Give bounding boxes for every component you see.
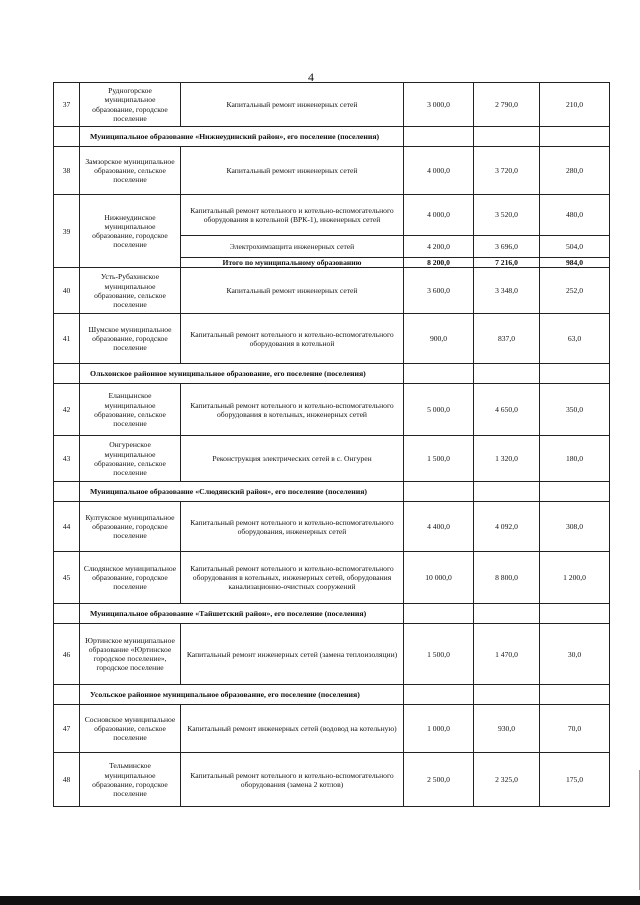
- section-empty-cell: [540, 482, 610, 502]
- municipality-name: Онгуренское муниципальное образование, сельское поселение: [80, 436, 181, 482]
- regional-amount: 4 092,0: [474, 502, 540, 552]
- regional-amount: 837,0: [474, 314, 540, 364]
- row-number: 45: [54, 552, 80, 604]
- regional-amount: 3 696,0: [474, 236, 540, 258]
- table-row: [54, 624, 610, 685]
- section-num-cell: [54, 685, 80, 705]
- table-row: [54, 268, 610, 314]
- total-amount: 3 600,0: [404, 268, 474, 314]
- local-amount: 280,0: [540, 147, 610, 195]
- row-number: 48: [54, 753, 80, 807]
- total-amount: 1 000,0: [404, 705, 474, 753]
- work-description: Электрохимзащита инженерных сетей: [181, 236, 404, 258]
- section-row: [54, 482, 610, 502]
- row-number: 39: [54, 195, 80, 268]
- section-row: [54, 364, 610, 384]
- municipality-name: Шумское муниципальное образование, городское поселение: [80, 314, 181, 364]
- municipality-name: Слюдянское муниципальное образование, городское поселение: [80, 552, 181, 604]
- section-row: [54, 685, 610, 705]
- local-amount: 252,0: [540, 268, 610, 314]
- row-number: 46: [54, 624, 80, 685]
- total-amount: 2 500,0: [404, 753, 474, 807]
- table-row: [54, 147, 610, 195]
- municipality-name: Сосновское муниципальное образование, сельское поселение: [80, 705, 181, 753]
- local-amount: 63,0: [540, 314, 610, 364]
- total-amount: 4 000,0: [404, 195, 474, 236]
- regional-amount: 4 650,0: [474, 384, 540, 436]
- regional-amount: 930,0: [474, 705, 540, 753]
- total-amount: 4 200,0: [404, 236, 474, 258]
- section-num-cell: [54, 127, 80, 147]
- municipality-name: Тельминское муниципальное образование, городское поселение: [80, 753, 181, 807]
- municipality-name: Усть-Рубахинское муниципальное образование, сельское поселение: [80, 268, 181, 314]
- section-empty-cell: [474, 482, 540, 502]
- local-amount: 30,0: [540, 624, 610, 685]
- section-row: [54, 604, 610, 624]
- regional-amount: 3 720,0: [474, 147, 540, 195]
- section-title: Ольхонское районное муниципальное образование, его поселение (поселения): [80, 364, 404, 384]
- table-row: [54, 384, 610, 436]
- section-title: Муниципальное образование «Тайшетский район», его поселение (поселения): [80, 604, 404, 624]
- table-row: [54, 552, 610, 604]
- section-empty-cell: [404, 685, 474, 705]
- section-empty-cell: [540, 685, 610, 705]
- local-amount: 1 200,0: [540, 552, 610, 604]
- row-number: 44: [54, 502, 80, 552]
- regional-amount: 3 348,0: [474, 268, 540, 314]
- row-number: 42: [54, 384, 80, 436]
- section-title: Муниципальное образование «Нижнеудинский район», его поселение (поселения): [80, 127, 404, 147]
- page-number: 4: [308, 70, 314, 84]
- row-number: 47: [54, 705, 80, 753]
- section-num-cell: [54, 364, 80, 384]
- row-number: 41: [54, 314, 80, 364]
- section-title: Усольское районное муниципальное образование, его поселение (поселения): [80, 685, 404, 705]
- municipality-name: Култукское муниципальное образование, городское поселение: [80, 502, 181, 552]
- scan-edge-mark: [635, 770, 640, 890]
- work-description: Капитальный ремонт котельного и котельно-вспомогательного оборудования в котельных, инженерных сетей, оборудования канализационно-очистных сооружений: [181, 552, 404, 604]
- section-empty-cell: [474, 604, 540, 624]
- total-amount: 3 000,0: [404, 83, 474, 127]
- work-description: Капитальный ремонт инженерных сетей: [181, 268, 404, 314]
- section-empty-cell: [404, 604, 474, 624]
- regional-amount: 2 790,0: [474, 83, 540, 127]
- total-amount: 4 000,0: [404, 147, 474, 195]
- regional-amount: 8 800,0: [474, 552, 540, 604]
- scan-bottom-border: [0, 896, 640, 905]
- total-amount: 10 000,0: [404, 552, 474, 604]
- municipality-name: Замзорское муниципальное образование, сельское поселение: [80, 147, 181, 195]
- work-description: Капитальный ремонт инженерных сетей: [181, 147, 404, 195]
- regional-amount: 2 325,0: [474, 753, 540, 807]
- section-empty-cell: [540, 364, 610, 384]
- section-empty-cell: [404, 127, 474, 147]
- section-row: [54, 127, 610, 147]
- section-empty-cell: [540, 604, 610, 624]
- table-row: [54, 502, 610, 552]
- work-description: Капитальный ремонт котельного и котельно-вспомогательного оборудования (замена 2 котлов): [181, 753, 404, 807]
- municipality-name: Юртинское муниципальное образование «Юртинское городское поселение», городское поселение: [80, 624, 181, 685]
- total-amount: 1 500,0: [404, 624, 474, 685]
- local-amount: 480,0: [540, 195, 610, 236]
- row-number: 37: [54, 83, 80, 127]
- table-row: [54, 314, 610, 364]
- subtotal-label: Итого по муниципальному образованию: [181, 258, 404, 268]
- work-description: Капитальный ремонт инженерных сетей: [181, 83, 404, 127]
- table-row: [54, 83, 610, 127]
- total-amount: 1 500,0: [404, 436, 474, 482]
- municipality-name: Еланцынское муниципальное образование, сельское поселение: [80, 384, 181, 436]
- municipality-name: Нижнеудинское муниципальное образование, городское поселение: [80, 195, 181, 268]
- work-description: Капитальный ремонт котельного и котельно-вспомогательного оборудования в котельных, инженерных сетей: [181, 384, 404, 436]
- local-amount: 70,0: [540, 705, 610, 753]
- section-empty-cell: [474, 364, 540, 384]
- section-empty-cell: [474, 127, 540, 147]
- municipality-name: Рудногорское муниципальное образование, городское поселение: [80, 83, 181, 127]
- local-amount: 210,0: [540, 83, 610, 127]
- section-empty-cell: [474, 685, 540, 705]
- local-amount: 504,0: [540, 236, 610, 258]
- local-amount: 175,0: [540, 753, 610, 807]
- regional-amount: 1 470,0: [474, 624, 540, 685]
- total-amount: 4 400,0: [404, 502, 474, 552]
- section-num-cell: [54, 482, 80, 502]
- total-amount: 8 200,0: [404, 258, 474, 268]
- local-amount: 308,0: [540, 502, 610, 552]
- section-empty-cell: [404, 482, 474, 502]
- regional-amount: 7 216,0: [474, 258, 540, 268]
- funding-table: [53, 82, 610, 807]
- row-number: 43: [54, 436, 80, 482]
- table-row: [54, 436, 610, 482]
- section-title: Муниципальное образование «Слюдянский район», его поселение (поселения): [80, 482, 404, 502]
- regional-amount: 1 320,0: [474, 436, 540, 482]
- table-row: [54, 195, 610, 236]
- work-description: Капитальный ремонт инженерных сетей (водовод на котельную): [181, 705, 404, 753]
- row-number: 40: [54, 268, 80, 314]
- local-amount: 350,0: [540, 384, 610, 436]
- local-amount: 180,0: [540, 436, 610, 482]
- work-description: Капитальный ремонт котельного и котельно-вспомогательного оборудования в котельной (ВРК-1), инженерных сетей: [181, 195, 404, 236]
- work-description: Капитальный ремонт котельного и котельно-вспомогательного оборудования, инженерных сетей: [181, 502, 404, 552]
- local-amount: 984,0: [540, 258, 610, 268]
- work-description: Капитальный ремонт котельного и котельно-вспомогательного оборудования в котельной: [181, 314, 404, 364]
- section-num-cell: [54, 604, 80, 624]
- section-empty-cell: [540, 127, 610, 147]
- table-row: [54, 705, 610, 753]
- total-amount: 900,0: [404, 314, 474, 364]
- regional-amount: 3 520,0: [474, 195, 540, 236]
- table-row: [54, 753, 610, 807]
- total-amount: 5 000,0: [404, 384, 474, 436]
- work-description: Капитальный ремонт инженерных сетей (замена теплоизоляции): [181, 624, 404, 685]
- section-empty-cell: [404, 364, 474, 384]
- work-description: Реконструкция электрических сетей в с. Онгурен: [181, 436, 404, 482]
- row-number: 38: [54, 147, 80, 195]
